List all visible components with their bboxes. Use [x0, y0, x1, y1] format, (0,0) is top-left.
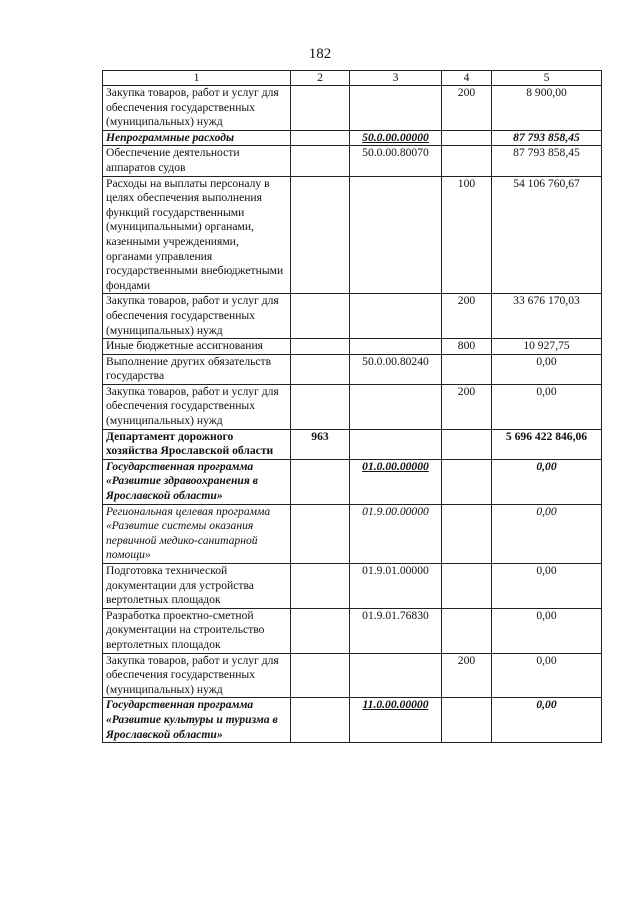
amount-cell: 0,00 [492, 384, 602, 429]
page-number: 182 [308, 46, 332, 62]
row-name-cell: Обеспечение деятельности аппаратов судов [103, 146, 291, 176]
expense-type-cell [442, 504, 492, 563]
expense-type-cell: 800 [442, 339, 492, 355]
column-header: 4 [442, 71, 492, 86]
table-row [103, 459, 602, 504]
expense-type-cell [442, 459, 492, 504]
row-name-cell: Закупка товаров, работ и услуг для обеспечения государственных (муниципальных) нужд [103, 653, 291, 698]
target-article-cell [350, 429, 442, 459]
row-name-cell: Непрограммные расходы [103, 130, 291, 146]
row-name-cell: Расходы на выплаты персоналу в целях обеспечения выполнения функций государственными (муниципальными) органами, казенными учреждениями, органами управления государственными внебюджетными фондами [103, 176, 291, 294]
target-article-cell: 50.0.00.80240 [350, 354, 442, 384]
row-name-cell: Государственная программа «Развитие культуры и туризма в Ярославской области» [103, 698, 291, 743]
ministry-code-cell [291, 176, 350, 294]
row-name-cell: Департамент дорожного хозяйства Ярославской области [103, 429, 291, 459]
amount-cell: 0,00 [492, 564, 602, 609]
expense-type-cell: 200 [442, 294, 492, 339]
amount-cell: 0,00 [492, 698, 602, 743]
target-article-cell: 01.9.00.00000 [350, 504, 442, 563]
table-row [103, 130, 602, 146]
table-row [103, 608, 602, 653]
budget-table [102, 70, 602, 743]
amount-cell: 0,00 [492, 653, 602, 698]
ministry-code-cell [291, 339, 350, 355]
target-article-cell [350, 339, 442, 355]
ministry-code-cell [291, 354, 350, 384]
row-name-cell: Подготовка технической документации для устройства вертолетных площадок [103, 564, 291, 609]
ministry-code-cell [291, 86, 350, 131]
ministry-code-cell [291, 504, 350, 563]
expense-type-cell [442, 608, 492, 653]
table-header-row [103, 71, 602, 86]
column-header: 3 [350, 71, 442, 86]
target-article-cell [350, 653, 442, 698]
row-name-cell: Иные бюджетные ассигнования [103, 339, 291, 355]
amount-cell: 0,00 [492, 354, 602, 384]
table-row [103, 429, 602, 459]
ministry-code-cell [291, 564, 350, 609]
target-article-cell: 11.0.00.00000 [350, 698, 442, 743]
ministry-code-cell [291, 146, 350, 176]
target-article-cell [350, 176, 442, 294]
expense-type-cell [442, 698, 492, 743]
ministry-code-cell [291, 698, 350, 743]
ministry-code-cell [291, 608, 350, 653]
row-name-cell: Закупка товаров, работ и услуг для обеспечения государственных (муниципальных) нужд [103, 384, 291, 429]
amount-cell: 54 106 760,67 [492, 176, 602, 294]
amount-cell: 10 927,75 [492, 339, 602, 355]
table-body [103, 86, 602, 743]
target-article-cell: 50.0.00.80070 [350, 146, 442, 176]
column-header: 1 [103, 71, 291, 86]
row-name-cell: Выполнение других обязательств государства [103, 354, 291, 384]
table-row [103, 294, 602, 339]
amount-cell: 0,00 [492, 504, 602, 563]
target-article-cell [350, 294, 442, 339]
amount-cell: 87 793 858,45 [492, 130, 602, 146]
table-row [103, 504, 602, 563]
expense-type-cell [442, 130, 492, 146]
expense-type-cell: 200 [442, 86, 492, 131]
ministry-code-cell [291, 384, 350, 429]
target-article-cell: 01.9.01.00000 [350, 564, 442, 609]
expense-type-cell [442, 146, 492, 176]
target-article-cell [350, 86, 442, 131]
target-article-cell [350, 384, 442, 429]
table-row [103, 564, 602, 609]
row-name-cell: Разработка проектно-сметной документации на строительство вертолетных площадок [103, 608, 291, 653]
column-header: 5 [492, 71, 602, 86]
amount-cell: 5 696 422 846,06 [492, 429, 602, 459]
expense-type-cell: 200 [442, 653, 492, 698]
table-row [103, 698, 602, 743]
expense-type-cell [442, 429, 492, 459]
amount-cell: 8 900,00 [492, 86, 602, 131]
row-name-cell: Закупка товаров, работ и услуг для обеспечения государственных (муниципальных) нужд [103, 294, 291, 339]
amount-cell: 87 793 858,45 [492, 146, 602, 176]
expense-type-cell: 200 [442, 384, 492, 429]
table-row [103, 354, 602, 384]
target-article-cell: 50.0.00.00000 [350, 130, 442, 146]
table-row [103, 384, 602, 429]
ministry-code-cell [291, 294, 350, 339]
table-row [103, 146, 602, 176]
table-row [103, 176, 602, 294]
table-row [103, 653, 602, 698]
amount-cell: 0,00 [492, 608, 602, 653]
row-name-cell: Региональная целевая программа «Развитие системы оказания первичной медико-санитарной помощи» [103, 504, 291, 563]
target-article-cell: 01.9.01.76830 [350, 608, 442, 653]
target-article-cell: 01.0.00.00000 [350, 459, 442, 504]
table-row [103, 339, 602, 355]
amount-cell: 33 676 170,03 [492, 294, 602, 339]
ministry-code-cell [291, 130, 350, 146]
ministry-code-cell [291, 653, 350, 698]
expense-type-cell [442, 354, 492, 384]
ministry-code-cell [291, 459, 350, 504]
expense-type-cell: 100 [442, 176, 492, 294]
expense-type-cell [442, 564, 492, 609]
row-name-cell: Государственная программа «Развитие здравоохранения в Ярославской области» [103, 459, 291, 504]
column-header: 2 [291, 71, 350, 86]
table-row [103, 86, 602, 131]
ministry-code-cell: 963 [291, 429, 350, 459]
amount-cell: 0,00 [492, 459, 602, 504]
row-name-cell: Закупка товаров, работ и услуг для обеспечения государственных (муниципальных) нужд [103, 86, 291, 131]
